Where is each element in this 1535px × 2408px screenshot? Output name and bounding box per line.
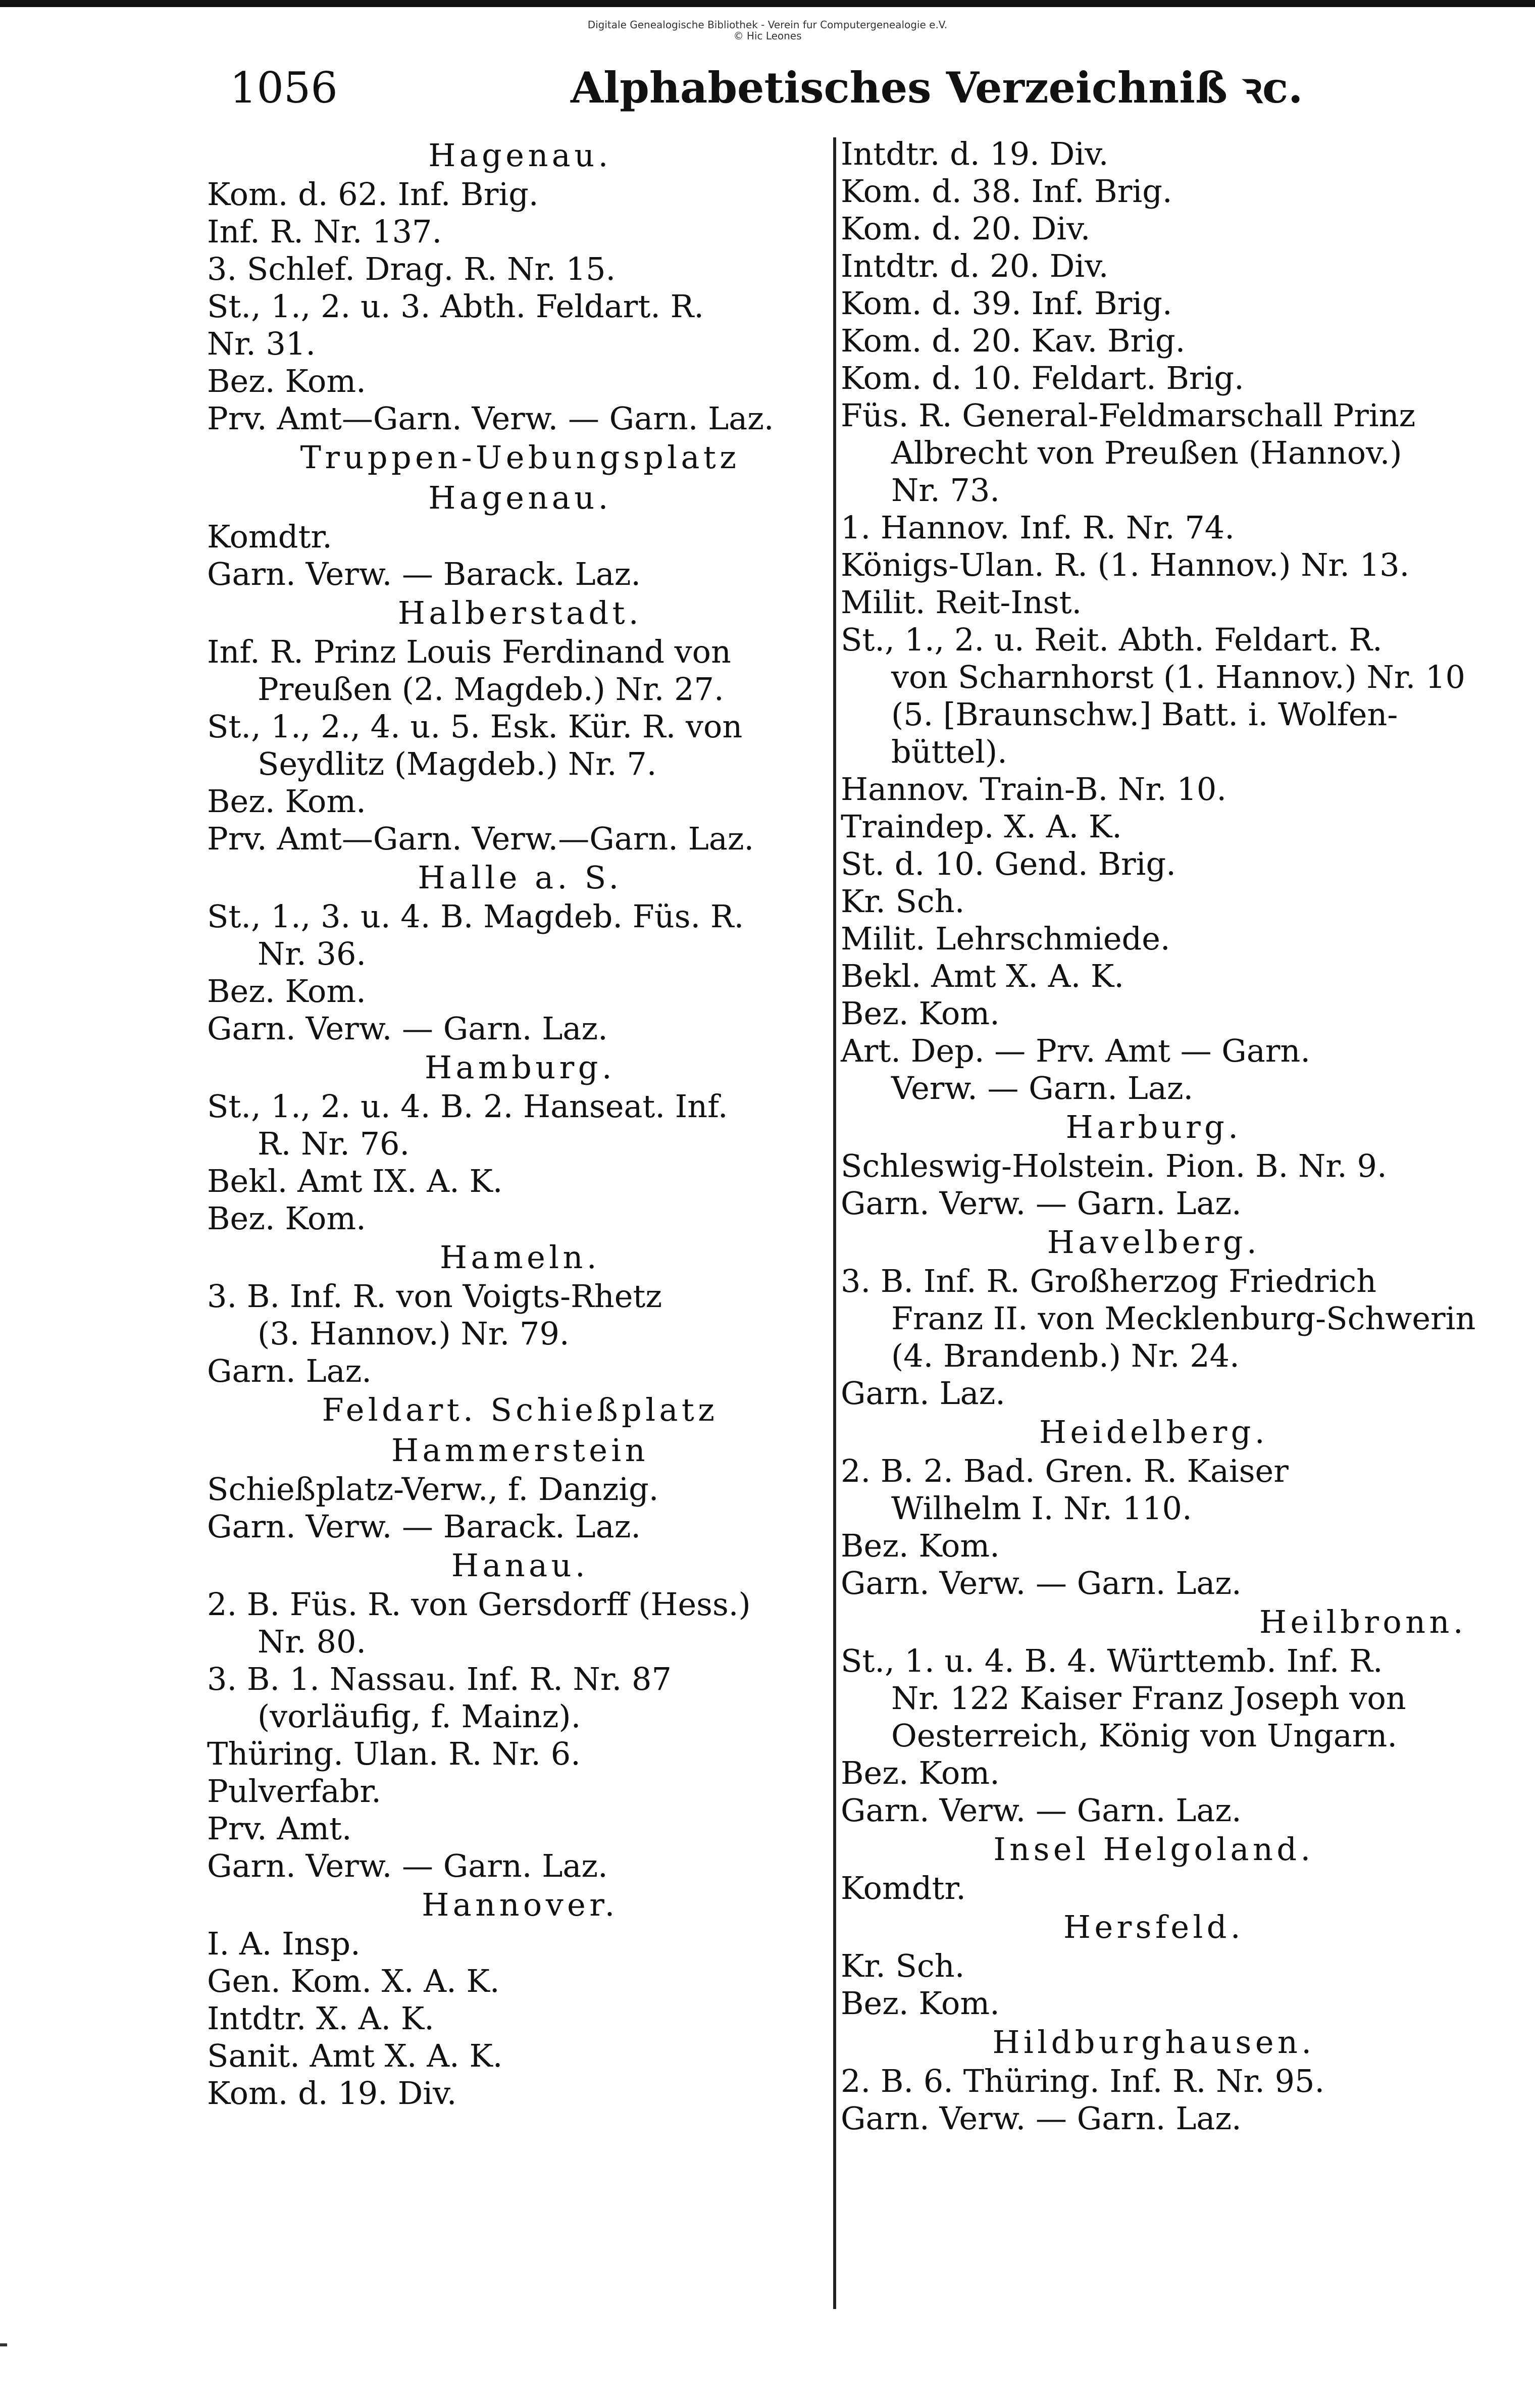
directory-entry: Kr. Sch. (841, 883, 965, 920)
entry-continuation: (4. Brandenb.) Nr. 24. (891, 1337, 1240, 1374)
directory-entry: Pulverfabr. (207, 1773, 381, 1810)
directory-entry: Prv. Amt—Garn. Verw. — Garn. Laz. (207, 400, 774, 437)
entry-continuation: (vorläufig, f. Mainz). (258, 1698, 581, 1735)
directory-entry: Kom. d. 39. Inf. Brig. (841, 285, 1172, 322)
entry-continuation: (3. Hannov.) Nr. 79. (258, 1315, 570, 1352)
entry-continuation: Nr. 36. (258, 935, 367, 972)
directory-entry: 3. B. Inf. R. von Voigts-Rhetz (207, 1278, 662, 1315)
place-heading: Hamburg. (425, 1049, 616, 1086)
directory-entry: Milit. Lehrschmiede. (841, 920, 1170, 957)
directory-entry: Intdtr. d. 20. Div. (841, 247, 1109, 284)
directory-entry: 3. B. 1. Nassau. Inf. R. Nr. 87 (207, 1661, 672, 1697)
directory-entry: St., 1. u. 4. B. 4. Württemb. Inf. R. (841, 1642, 1383, 1679)
place-heading: Havelberg. (1047, 1224, 1261, 1261)
directory-entry: Garn. Verw. — Garn. Laz. (841, 1185, 1242, 1222)
directory-entry: 3. Schlef. Drag. R. Nr. 15. (207, 250, 616, 287)
directory-entry: Komdtr. (841, 1870, 966, 1907)
entry-continuation: Nr. 73. (891, 472, 1000, 509)
place-heading: Hildburghausen. (992, 2024, 1315, 2061)
directory-entry: Milit. Reit-Inst. (841, 584, 1082, 621)
directory-entry: Garn. Verw. — Garn. Laz. (841, 1565, 1242, 1601)
entry-continuation: büttel). (891, 733, 1007, 770)
entry-continuation: Verw. — Garn. Laz. (891, 1070, 1194, 1107)
directory-entry: 3. B. Inf. R. Großherzog Friedrich (841, 1263, 1377, 1299)
scan-edge-mark (0, 2343, 7, 2346)
directory-entry: Kom. d. 62. Inf. Brig. (207, 176, 539, 213)
directory-entry: 2. B. 6. Thüring. Inf. R. Nr. 95. (841, 2063, 1325, 2099)
directory-entry: Inf. R. Nr. 137. (207, 213, 442, 250)
directory-entry: Kom. d. 19. Div. (207, 2075, 457, 2112)
directory-entry: St., 1., 2. u. Reit. Abth. Feldart. R. (841, 621, 1383, 658)
entry-continuation: von Scharnhorst (1. Hannov.) Nr. 10 (891, 659, 1465, 695)
place-heading: Halle a. S. (418, 859, 623, 896)
page-number: 1056 (230, 63, 338, 113)
directory-entry: Gen. Kom. X. A. K. (207, 1963, 500, 1999)
directory-entry: Schleswig-Holstein. Pion. B. Nr. 9. (841, 1147, 1387, 1184)
directory-entry: Bez. Kom. (841, 995, 1000, 1032)
place-heading: Hersfeld. (1063, 1909, 1245, 1945)
entry-continuation: Nr. 80. (258, 1623, 367, 1660)
directory-entry: Bez. Kom. (841, 1527, 1000, 1564)
credit-line-2: © Hic Leones (733, 30, 802, 42)
place-heading: Insel Helgoland. (993, 1831, 1314, 1868)
place-heading: Hanau. (451, 1547, 589, 1584)
directory-entry: Garn. Verw. — Barack. Laz. (207, 1508, 641, 1545)
place-heading: Halberstadt. (397, 594, 643, 631)
directory-entry: St., 1., 2. u. 4. B. 2. Hanseat. Inf. (207, 1088, 728, 1125)
credit-line-1: Digitale Genealogische Bibliothek - Verein fur Computergenealogie e.V. (587, 19, 948, 31)
directory-entry: Hannov. Train-B. Nr. 10. (841, 771, 1227, 808)
directory-entry: Bez. Kom. (207, 973, 366, 1010)
directory-entry: 2. B. Füs. R. von Gersdorff (Hess.) (207, 1586, 751, 1623)
directory-entry: Sanit. Amt X. A. K. (207, 2037, 503, 2074)
directory-entry: Bez. Kom. (207, 783, 366, 820)
directory-entry: St. d. 10. Gend. Brig. (841, 845, 1176, 882)
directory-entry: Garn. Verw. — Barack. Laz. (207, 556, 641, 592)
entry-continuation: R. Nr. 76. (258, 1125, 410, 1162)
directory-entry: I. A. Insp. (207, 1925, 361, 1962)
left-column (207, 135, 833, 2112)
place-heading: Hammerstein (391, 1432, 649, 1469)
entry-continuation: Albrecht von Preußen (Hannov.) (891, 434, 1402, 471)
directory-entry: 2. B. 2. Bad. Gren. R. Kaiser (841, 1452, 1289, 1489)
directory-entry: Inf. R. Prinz Louis Ferdinand von (207, 633, 731, 670)
place-heading: Hannover. (422, 1886, 619, 1923)
entry-continuation: (5. [Braunschw.] Batt. i. Wolfen- (891, 696, 1398, 733)
directory-entry: St., 1., 3. u. 4. B. Magdeb. Füs. R. (207, 898, 744, 935)
place-heading: Heilbronn. (1259, 1603, 1467, 1640)
directory-entry: Prv. Amt. (207, 1810, 352, 1847)
directory-entry: Garn. Verw. — Garn. Laz. (841, 1792, 1242, 1829)
top-scan-border (0, 0, 1535, 7)
place-heading: Feldart. Schießplatz (322, 1391, 719, 1428)
directory-entry: Bez. Kom. (841, 1754, 1000, 1791)
directory-entry: Kom. d. 20. Div. (841, 210, 1091, 247)
directory-entry: Königs-Ulan. R. (1. Hannov.) Nr. 13. (841, 546, 1410, 583)
place-heading: Harburg. (1065, 1109, 1242, 1145)
place-heading: Truppen-Uebungsplatz (300, 439, 740, 476)
place-heading: Hagenau. (428, 479, 612, 516)
directory-entry: 1. Hannov. Inf. R. Nr. 74. (841, 509, 1235, 546)
entry-continuation: Nr. 122 Kaiser Franz Joseph von (891, 1680, 1406, 1717)
place-heading: Hagenau. (428, 137, 612, 174)
right-column (841, 135, 1476, 2137)
directory-entry: Prv. Amt—Garn. Verw.—Garn. Laz. (207, 820, 754, 857)
directory-entry: Kom. d. 10. Feldart. Brig. (841, 360, 1244, 396)
directory-entry: Garn. Verw. — Garn. Laz. (841, 2100, 1242, 2137)
directory-entry: Komdtr. (207, 518, 332, 555)
entry-continuation: Wilhelm I. Nr. 110. (891, 1490, 1192, 1527)
directory-entry: Bez. Kom. (207, 1200, 366, 1237)
directory-entry: Füs. R. General-Feldmarschall Prinz (841, 397, 1416, 434)
directory-entry: Art. Dep. — Prv. Amt — Garn. (841, 1032, 1311, 1069)
directory-entry: St., 1., 2. u. 3. Abth. Feldart. R. (207, 288, 704, 325)
place-heading: Hameln. (439, 1239, 601, 1276)
place-heading: Heidelberg. (1039, 1414, 1269, 1450)
directory-entry: Intdtr. X. A. K. (207, 2000, 434, 2037)
running-head: Alphabetisches Verzeichniß ꝛc. (571, 63, 1303, 113)
directory-entry: Traindep. X. A. K. (841, 808, 1122, 845)
directory-entry: Kom. d. 20. Kav. Brig. (841, 322, 1186, 359)
directory-entry: Intdtr. d. 19. Div. (841, 135, 1109, 172)
entry-continuation: Preußen (2. Magdeb.) Nr. 27. (258, 671, 724, 708)
directory-entry: Thüring. Ulan. R. Nr. 6. (207, 1735, 581, 1772)
directory-entry: Bekl. Amt IX. A. K. (207, 1163, 503, 1199)
directory-entry: St., 1., 2., 4. u. 5. Esk. Kür. R. von (207, 708, 743, 745)
directory-entry: Garn. Laz. (841, 1375, 1005, 1412)
entry-continuation: Franz II. von Mecklenburg-Schwerin (891, 1300, 1476, 1337)
entry-continuation: Seydlitz (Magdeb.) Nr. 7. (258, 745, 657, 782)
directory-entry: Garn. Laz. (207, 1352, 372, 1389)
directory-entry: Bez. Kom. (841, 1985, 1000, 2022)
column-divider (833, 137, 836, 2309)
directory-entry: Bekl. Amt X. A. K. (841, 958, 1124, 994)
directory-entry: Nr. 31. (207, 325, 316, 362)
directory-entry: Bez. Kom. (207, 363, 366, 399)
directory-entry: Garn. Verw. — Garn. Laz. (207, 1010, 608, 1047)
directory-entry: Garn. Verw. — Garn. Laz. (207, 1847, 608, 1884)
directory-entry: Kr. Sch. (841, 1947, 965, 1984)
directory-entry: Schießplatz-Verw., f. Danzig. (207, 1471, 659, 1508)
directory-entry: Kom. d. 38. Inf. Brig. (841, 173, 1172, 210)
entry-continuation: Oesterreich, König von Ungarn. (891, 1717, 1398, 1754)
